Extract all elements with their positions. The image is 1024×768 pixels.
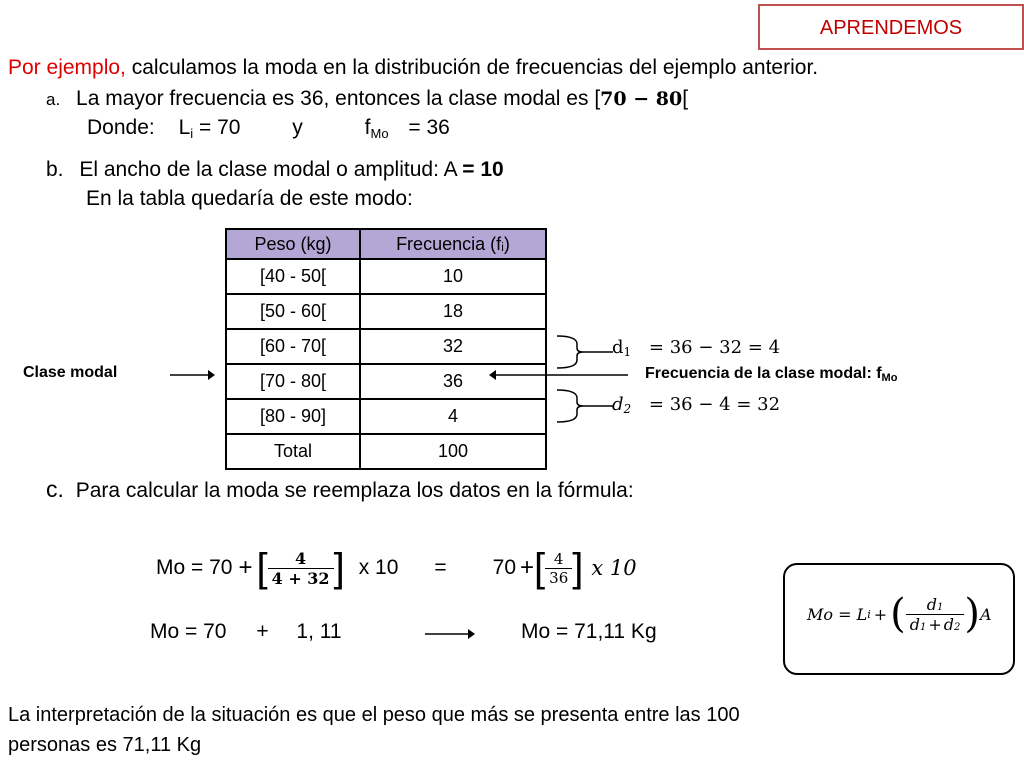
- calc-plus: +: [238, 554, 253, 581]
- conclusion-line-2: personas es 71,11 Kg: [8, 734, 202, 756]
- table-cell: 100: [360, 434, 546, 469]
- formula-den-sub1: 1: [920, 621, 927, 633]
- item-a-marker: a.: [46, 90, 61, 109]
- modal-interval: 70 − 80: [600, 88, 683, 110]
- mode-formula-box: [783, 563, 1015, 675]
- calc-x10: x 10: [358, 556, 399, 579]
- fraction-2-den: 36: [549, 568, 569, 587]
- bracket-close-2-icon: ]: [572, 545, 584, 590]
- formula-fraction: [906, 595, 965, 634]
- fraction-1: [268, 549, 334, 588]
- item-c-line: [46, 476, 634, 503]
- d1-expression: [612, 337, 780, 359]
- d1-brace-icon: [555, 334, 615, 370]
- item-a-text: La mayor frecuencia es 36, entonces la clase modal es [: [76, 87, 601, 110]
- formula-plus: +: [873, 604, 888, 624]
- fmo-label: f: [364, 116, 371, 139]
- calc-result: Mo = 71,11 Kg: [521, 620, 657, 643]
- frecuencia-modal-f: f: [876, 365, 882, 382]
- formula-den: [906, 615, 965, 634]
- calc-line-1: [156, 540, 637, 596]
- table-cell: 10: [360, 259, 546, 294]
- table-header-row: [226, 229, 546, 259]
- table-cell: [40 - 50[: [226, 259, 360, 294]
- fraction-1-num: 4: [268, 549, 334, 569]
- item-a-line: [46, 87, 688, 111]
- item-b-line2: En la tabla quedaría de este modo:: [86, 187, 413, 210]
- table-cell: 4: [360, 399, 546, 434]
- fraction-2-num: 4: [545, 550, 572, 569]
- item-c-text: Para calcular la moda se reemplaza los datos en la fórmula:: [75, 479, 634, 502]
- calc2-plus: +: [256, 620, 269, 643]
- formula-den-d2: d: [943, 614, 955, 634]
- frecuencia-modal-sub: Mo: [881, 372, 898, 384]
- calc-line-2: [150, 620, 342, 644]
- clase-modal-arrow-icon: [168, 366, 216, 384]
- intro-lead: Por ejemplo,: [8, 56, 126, 79]
- calc-mo-70: Mo = 70: [156, 556, 233, 579]
- item-b-text: El ancho de la clase modal o amplitud: A: [79, 158, 463, 181]
- item-b-line: [46, 158, 504, 182]
- paren-close-icon: ): [964, 591, 981, 637]
- d2-sub: 2: [623, 402, 632, 416]
- li-label: L: [178, 116, 191, 139]
- table-row: [226, 399, 546, 434]
- d1-value: = 36 − 32 = 4: [648, 337, 781, 358]
- calc-seventy: 70: [492, 556, 517, 579]
- mode-formula: [807, 591, 992, 637]
- formula-den-plus: +: [928, 614, 942, 634]
- table-row: [226, 259, 546, 294]
- d1-symbol: d: [612, 337, 624, 358]
- bracket-open-2-icon: [: [534, 545, 546, 590]
- bracket-close-icon: ]: [333, 545, 345, 590]
- item-c-marker: c.: [46, 476, 64, 502]
- table-cell: [80 - 90]: [226, 399, 360, 434]
- formula-lhs: Mo = L: [807, 604, 868, 624]
- donde-label: Donde:: [87, 116, 155, 139]
- li-value: = 70: [198, 116, 241, 139]
- result-arrow-icon: [424, 626, 476, 642]
- frecuencia-modal-text: Frecuencia de la clase modal:: [645, 365, 877, 382]
- d2-brace-icon: [555, 388, 615, 424]
- table-header-peso: Peso (kg): [226, 229, 360, 259]
- table-cell: [70 - 80[: [226, 364, 360, 399]
- table-cell: 32: [360, 329, 546, 364]
- table-header-frecuencia: Frecuencia (fᵢ): [360, 229, 546, 259]
- intro-rest: calculamos la moda en la distribución de frecuencias del ejemplo anterior.: [131, 56, 819, 79]
- fmo-sub: Mo: [370, 126, 389, 141]
- d2-symbol: d: [612, 394, 624, 415]
- calc2-val: 1, 11: [296, 620, 342, 643]
- table-cell: 36: [360, 364, 546, 399]
- item-a-donde: [87, 116, 450, 141]
- table-cell: [50 - 60[: [226, 294, 360, 329]
- fraction-1-den: 4 + 32: [271, 568, 330, 588]
- table-cell: Total: [226, 434, 360, 469]
- formula-num-d: d: [926, 594, 938, 614]
- frecuencia-modal-label: [645, 365, 897, 384]
- calc2-mo: Mo = 70: [150, 620, 227, 643]
- bracket-open-icon: [: [256, 545, 268, 590]
- item-b-bold: = 10: [462, 158, 504, 181]
- y-connector: y: [292, 116, 303, 139]
- formula-den-d1: d: [909, 614, 921, 634]
- formula-den-sub2: 2: [954, 621, 961, 633]
- formula-num-sub: 1: [937, 601, 944, 613]
- table-cell: 18: [360, 294, 546, 329]
- formula-lhs-sub: i: [867, 607, 871, 621]
- calc-plus-2: +: [520, 554, 535, 581]
- table-cell: [60 - 70[: [226, 329, 360, 364]
- d1-sub: 1: [623, 345, 632, 359]
- fmo-value: = 36: [408, 116, 450, 139]
- d2-expression: [612, 394, 780, 416]
- li-sub: i: [190, 126, 194, 141]
- aprendemos-badge: APRENDEMOS: [758, 4, 1024, 50]
- item-b-marker: b.: [46, 158, 64, 181]
- frequency-table: [225, 228, 547, 470]
- table-row: [226, 294, 546, 329]
- fraction-2: [545, 550, 572, 587]
- intro-line: [8, 56, 818, 80]
- conclusion-line-1: La interpretación de la situación es que el peso que más se presenta entre las 100: [8, 704, 740, 726]
- table-row: [226, 329, 546, 364]
- d2-value: = 36 − 4 = 32: [648, 394, 781, 415]
- calc-eq: =: [434, 556, 447, 579]
- interval-close: [: [682, 87, 689, 110]
- table-row-total: [226, 434, 546, 469]
- clase-modal-label: Clase modal: [23, 364, 118, 381]
- formula-num: [906, 595, 965, 615]
- calc-x10-italic: x 10: [591, 556, 637, 580]
- formula-tail: A: [980, 604, 992, 624]
- paren-open-icon: (: [890, 591, 906, 637]
